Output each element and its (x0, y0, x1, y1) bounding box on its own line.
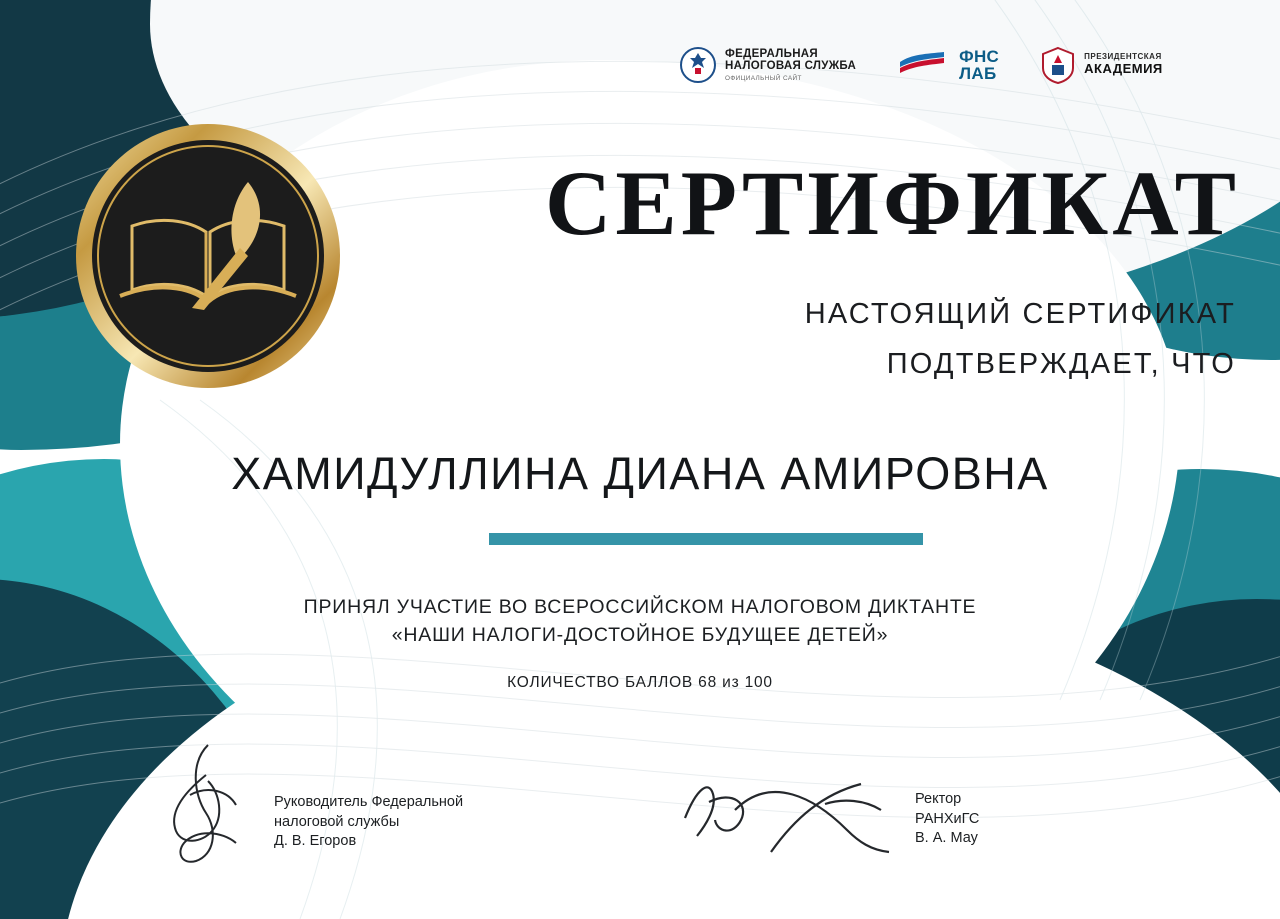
logo-fts-line3: ОФИЦИАЛЬНЫЙ САЙТ (725, 75, 802, 83)
body-line-2: «НАШИ НАЛОГИ-ДОСТОЙНОЕ БУДУЩЕЕ ДЕТЕЙ» (391, 624, 889, 646)
certificate-seal-emblem (72, 120, 344, 392)
logo-fts-line2: НАЛОГОВАЯ СЛУЖБА (725, 60, 857, 73)
logo-federal-tax-service (680, 46, 856, 84)
logo-row (680, 46, 1163, 84)
academy-crest-icon (1041, 46, 1075, 84)
signature-caption-egorov (274, 793, 524, 852)
signature-role-line1-mau: Ректор (915, 791, 962, 807)
signature-role-line2-mau: РАНХиГС (915, 810, 980, 827)
certificate-subtitle-line2: ПОДТВЕРЖДАЕТ, ЧТО (886, 348, 1236, 380)
signature-mark-mau (675, 760, 915, 870)
logo-fts-line1: ФЕДЕРАЛЬНАЯ (725, 47, 818, 60)
signature-caption-mau (915, 790, 1145, 849)
certificate-subtitle-line1: НАСТОЯЩИЙ СЕРТИФИКАТ (804, 298, 1236, 330)
signature-block-rector (675, 760, 980, 875)
double-eagle-icon (680, 46, 716, 84)
logo-fns-lab (898, 48, 999, 82)
logo-fns-lab-line1: ФНС (959, 47, 1000, 66)
logo-presidential-academy (1041, 46, 1163, 84)
fns-lab-flag-icon (898, 48, 950, 82)
signature-mark-egorov (150, 735, 280, 870)
logo-fns-lab-line2: ЛАБ (959, 64, 997, 83)
score-line: КОЛИЧЕСТВО БАЛЛОВ 68 из 100 (507, 674, 773, 691)
body-line-1: ПРИНЯЛ УЧАСТИЕ ВО ВСЕРОССИЙСКОМ НАЛОГОВОМ ДИКТАНТЕ (303, 596, 977, 618)
logo-academy-line1: ПРЕЗИДЕНТСКАЯ (1084, 52, 1162, 62)
recipient-underline (489, 533, 923, 545)
logo-fns-lab-text (959, 48, 999, 82)
signature-person-egorov: Д. В. Егоров (274, 833, 357, 850)
signature-role-line1-egorov: Руководитель Федеральной (274, 794, 464, 810)
signature-role-line2-egorov: налоговой службы (274, 813, 400, 830)
logo-academy-line2: АКАДЕМИЯ (1084, 61, 1163, 77)
logo-academy-text (1084, 53, 1163, 77)
signature-person-mau: В. А. Мау (915, 830, 978, 847)
certificate-title: СЕРТИФИКАТ (544, 152, 1240, 254)
logo-fts-text (725, 48, 856, 83)
recipient-name: ХАМИДУЛЛИНА ДИАНА АМИРОВНА (231, 448, 1049, 499)
signature-block-head-of-fts (150, 735, 464, 875)
